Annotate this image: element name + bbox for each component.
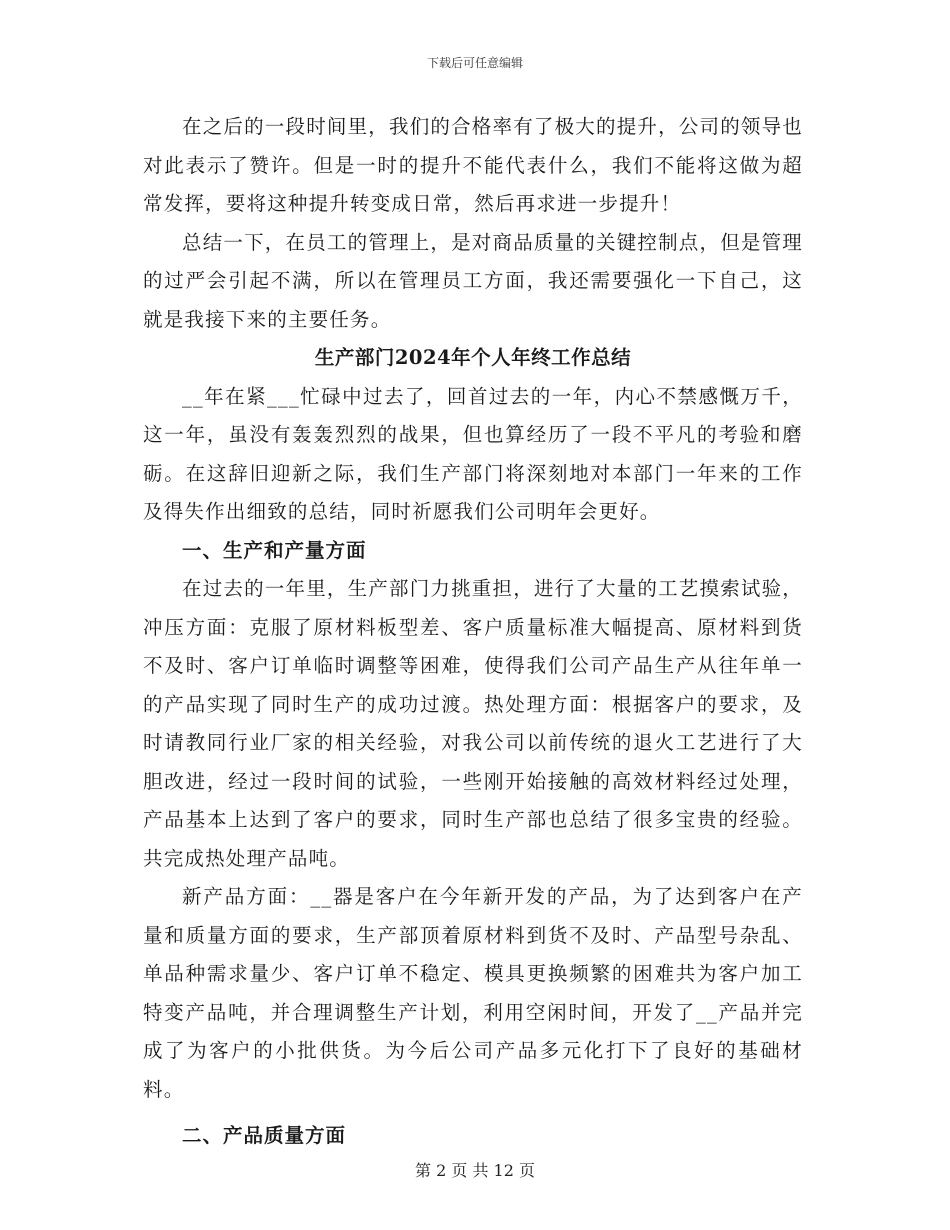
header-note: 下载后可任意编辑 [426, 56, 523, 70]
section-heading-production: 一、生产和产量方面 [182, 538, 367, 562]
section-heading-quality: 二、产品质量方面 [182, 1124, 347, 1147]
paragraph-qualification-rate: 在之后的一段时间里，我们的合格率有了极大的提升，公司的领导也对此表示了赞许。但是一时的提升不能代表什么，我们不能将这做为超常发挥，要将这种提升转变成日常，然后再求进一步提升！ [143, 115, 804, 215]
document-title: 生产部门2024年个人年终工作总结 [314, 346, 632, 369]
paragraph-new-products: 新产品方面：__器是客户在今年新开发的产品，为了达到客户在产量和质量方面的要求，生产部顶着原材料到货不及时、产品型号杂乱、单品种需求量少、客户订单不稳定、模具更换频繁的困难共为客户加工特变产品吨，并合理调整生产计划，利用空闲时间，开发了__产品并完成了为客户的小批供货。为今后公司产品多元化打下了良好的基础材料。 [143, 885, 803, 1101]
paragraph-production: 在过去的一年里，生产部门力挑重担，进行了大量的工艺摸索试验，冲压方面：克服了原材料板型差、客户质量标准大幅提高、原材料到货不及时、客户订单临时调整等困难，使得我们公司产品生产从往年单一的产品实现了同时生产的成功过渡。热处理方面：根据客户的要求，及时请教同行业厂家的相关经验，对我公司以前传统的退火工艺进行了大胆改进，经过一段时间的试验，一些刚开始接触的高效材料经过处理，产品基本上达到了客户的要求，同时生产部也总结了很多宝贵的经验。共完成热处理产品吨。 [143, 577, 804, 870]
paragraph-introduction: __年在紧___忙碌中过去了，回首过去的一年，内心不禁感慨万千，这一年，虽没有轰轰烈烈的战果，但也算经历了一段不平凡的考验和磨砺。在这辞旧迎新之际，我们生产部门将深刻地对本部门一年来的工作及得失作出细致的总结，同时祈愿我们公司明年会更好。 [143, 384, 803, 523]
paragraph-summary: 总结一下，在员工的管理上，是对商品质量的关键控制点，但是管理的过严会引起不满，所以在管理员工方面，我还需要强化一下自己，这就是我接下来的主要任务。 [143, 230, 804, 331]
document-body [143, 108, 803, 1156]
page-number: 第 2 页 共 12 页 [415, 1161, 535, 1180]
